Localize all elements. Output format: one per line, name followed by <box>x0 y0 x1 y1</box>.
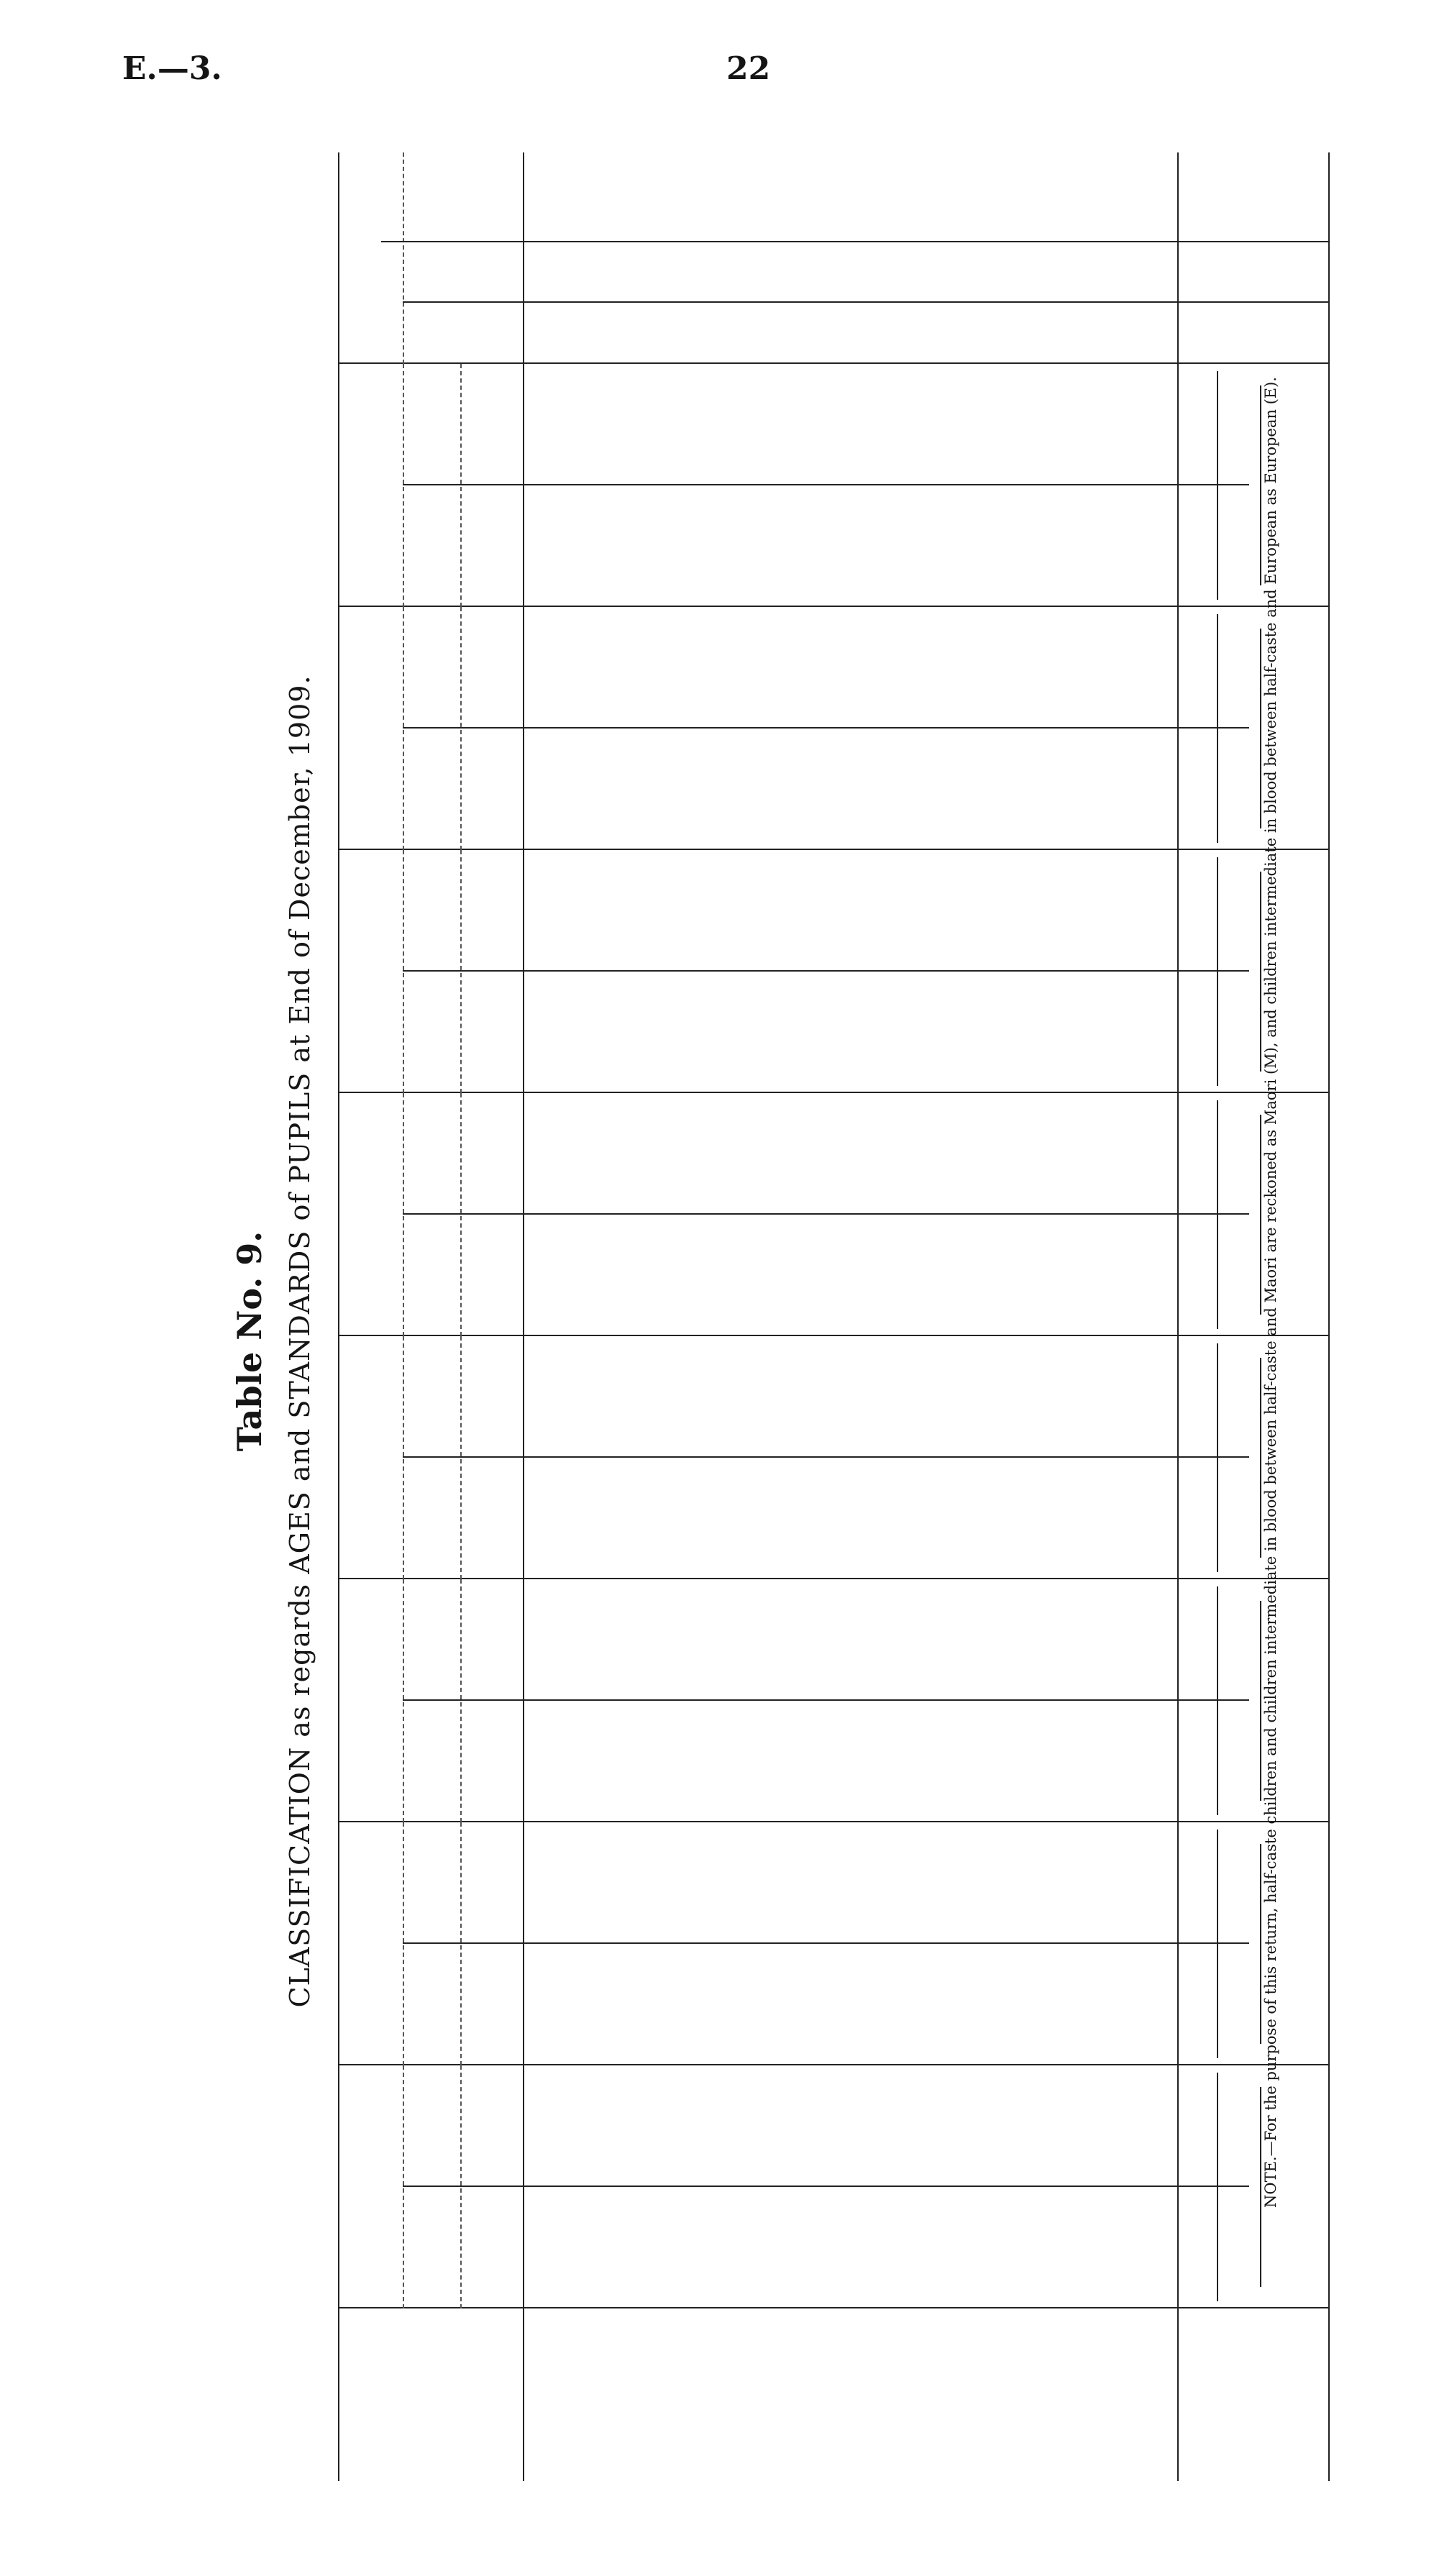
table-note: NOTE.—For the purpose of this return, half-caste children and children intermediate in blood between half-caste and Maori are reckoned as Maori (M), and children intermediate in blood between half-caste and European as European (E). <box>1262 377 1279 2208</box>
column-rule <box>338 1335 1328 1336</box>
rule-line <box>403 1579 404 1822</box>
rule-line <box>460 1579 462 1822</box>
column-rule <box>403 1942 1249 1944</box>
column-rule <box>338 2064 1328 2065</box>
rule-line <box>1260 2087 1261 2287</box>
column-rule <box>403 302 1328 303</box>
column-rule <box>403 970 1249 972</box>
page-series: E.—3. <box>122 50 222 87</box>
rule-line <box>1217 1586 1218 1815</box>
rule-line <box>338 153 339 2482</box>
rule-line <box>1217 1830 1218 2058</box>
table-subtitle: CLASSIFICATION as regards AGES and STANDARDS of PUPILS at End of December, 1909. <box>284 675 316 2008</box>
rule-line <box>1260 1601 1261 1801</box>
rule-line <box>1217 1343 1218 1572</box>
column-rule <box>403 1213 1249 1215</box>
rule-line <box>1260 1115 1261 1315</box>
rule-line <box>460 364 462 607</box>
rule-line <box>1217 371 1218 600</box>
rule-line <box>403 607 404 850</box>
rule-line <box>1217 857 1218 1086</box>
rule-line <box>460 850 462 1093</box>
rule-line <box>403 2065 404 2308</box>
rule-line <box>523 153 524 2482</box>
column-rule <box>403 1699 1249 1701</box>
rule-line <box>1260 629 1261 828</box>
rule-line <box>1217 1100 1218 1329</box>
rule-line <box>1328 153 1330 2482</box>
rotated-table-area <box>0 137 1302 2546</box>
rule-line <box>403 1336 404 1579</box>
rule-line <box>403 850 404 1093</box>
rule-line <box>1177 153 1179 2482</box>
rule-line <box>403 1822 404 2065</box>
rule-line <box>460 1822 462 2065</box>
column-rule <box>403 484 1249 485</box>
rule-line <box>460 1336 462 1579</box>
rule-line <box>403 364 404 607</box>
page-number: 22 <box>726 50 771 87</box>
rule-line <box>403 1093 404 1336</box>
column-rule <box>338 849 1328 850</box>
column-rule <box>338 606 1328 607</box>
column-rule <box>338 362 1328 364</box>
rule-line <box>1217 2073 1218 2301</box>
rule-line <box>460 2065 462 2308</box>
column-rule <box>403 2186 1249 2187</box>
column-rule <box>403 727 1249 729</box>
column-rule <box>403 1456 1249 1458</box>
rule-line <box>1260 1844 1261 2044</box>
rule-line <box>460 1093 462 1336</box>
column-rule <box>381 241 1328 242</box>
rule-line <box>1260 1358 1261 1558</box>
rule-line <box>460 607 462 850</box>
column-rule <box>338 1092 1328 1093</box>
rule-line <box>1260 872 1261 1072</box>
rule-line <box>1217 614 1218 843</box>
column-rule <box>338 2307 1328 2308</box>
column-rule <box>338 1821 1328 1822</box>
table-title: Table No. 9. <box>230 1230 269 1452</box>
rule-line <box>403 153 404 365</box>
rule-line <box>1260 385 1261 585</box>
column-rule <box>338 1578 1328 1579</box>
